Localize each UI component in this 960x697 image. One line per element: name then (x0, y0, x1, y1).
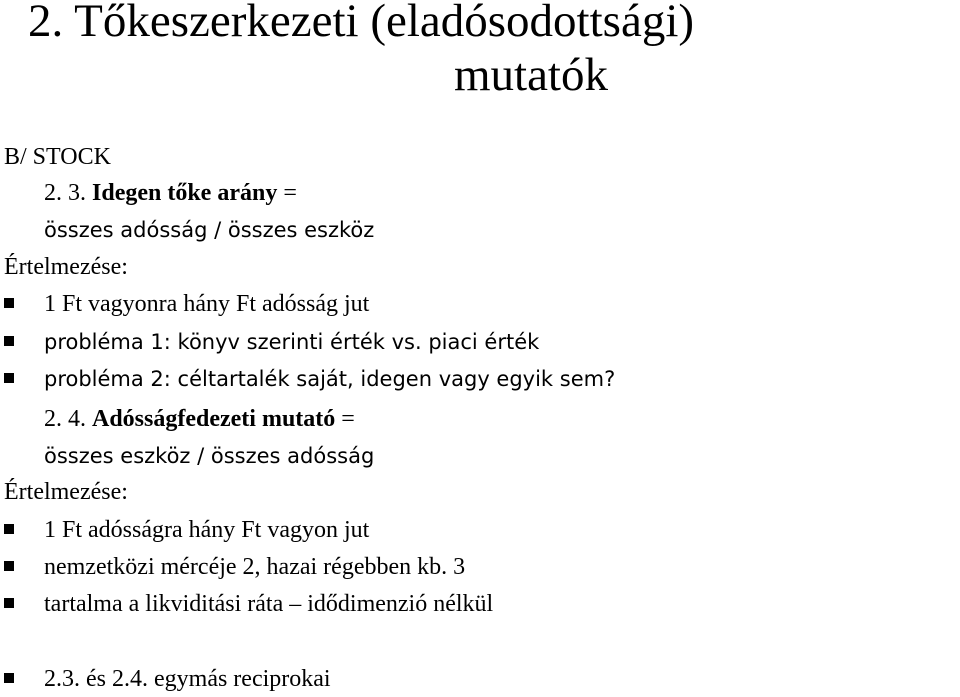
list-item: tartalma a likviditási ráta – idődimenzió nélkül (4, 589, 493, 619)
list-item: 1 Ft vagyonra hány Ft adósság jut (4, 289, 369, 319)
square-bullet-icon (4, 561, 14, 571)
block2-formula: összes eszköz / összes adósság (44, 444, 375, 468)
section-label: B/ STOCK (4, 144, 111, 170)
page-title (28, 0, 960, 102)
square-bullet-icon (4, 336, 14, 346)
square-bullet-icon (4, 298, 14, 308)
square-bullet-icon (4, 524, 14, 534)
block1-formula: összes adósság / összes eszköz (44, 218, 375, 242)
block1-heading: 2. 3. Idegen tőke arány = (44, 180, 297, 206)
square-bullet-icon (4, 373, 14, 383)
square-bullet-icon (4, 673, 14, 683)
list-item: nemzetközi mércéje 2, hazai régebben kb. 3 (4, 552, 465, 582)
block1-heading-bold: Idegen tőke arány (92, 180, 278, 206)
block1-interpretation-label: Értelmezése: (4, 254, 128, 280)
block2-heading-bold: Adósságfedezeti mutató (92, 406, 336, 432)
list-item: 1 Ft adósságra hány Ft vagyon jut (4, 515, 369, 545)
list-item: probléma 1: könyv szerinti érték vs. piaci érték (4, 327, 539, 357)
square-bullet-icon (4, 598, 14, 608)
block2-heading: 2. 4. Adósságfedezeti mutató = (44, 406, 355, 432)
block2-interpretation-label: Értelmezése: (4, 479, 128, 505)
title-line-1: 2. Tőkeszerkezeti (eladósodottsági) (28, 0, 695, 47)
list-item: probléma 2: céltartalék saját, idegen vagy egyik sem? (4, 364, 615, 394)
list-item: 2.3. és 2.4. egymás reciprokai (4, 664, 331, 694)
title-line-2: mutatók (453, 49, 608, 101)
